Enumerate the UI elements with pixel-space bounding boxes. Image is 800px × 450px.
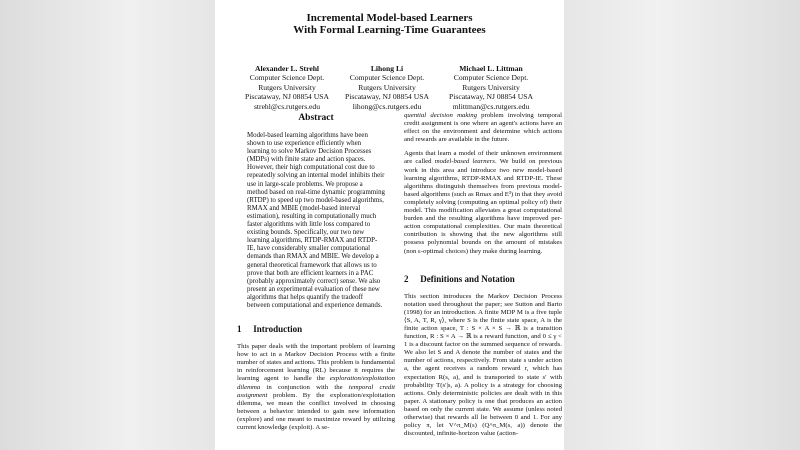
author-address: Piscataway, NJ 08854 USA — [449, 92, 533, 102]
author-dept: Computer Science Dept. — [249, 73, 325, 83]
right-text-2b: . We build on previous work in this area and introduce two new model-based learning algorithms, RTDP-RMAX and RTDP-IE. These algorithms distinguish themselves from previous model-based algorithms (such as Rmax and E³) in that they avoid completely solving (computing an optimal policy of) their model. This modification alleviates a great computational burden and the resulting algorithms have improved per-action computational complexities. Our main theoretical contribution is showing that the new algorithms still possess polynomial bounds on the amount of mistakes (non ε-optimal choices) they make during learning. — [404, 158, 562, 255]
section-number: 1 — [237, 324, 242, 335]
background-left — [0, 0, 215, 450]
section-title: Definitions and Notation — [420, 273, 515, 284]
section-title: Introduction — [253, 324, 303, 335]
definitions-paragraph: This section introduces the Markov Decision Process notation used throughout the paper; see Sutton and Barto (1998) for an introduction. A finite MDP M is a five tuple ⟨S, A, T, R, γ⟩, where S is the finite state space, A is the finite action space, T : S × A × S → ℝ is a transition function, R : S × A → ℝ is a reward function, and 0 ≤ γ < 1 is a discount factor on the summed sequence of rewards. We also let S and A denote the number of states and the number of actions, respectively. From state s under action a, the agent receives a random reward r, which has expectation R(s, a), and is transported to state s′ with probability T(s′|s, a). A policy is a strategy for choosing actions. Only deterministic policies are dealt with in this paper. A stationary policy is one that produces an action based on only the current state. We assume (unless noted otherwise) that rewards all lie between 0 and 1. For any policy π, let V^π_M(s) (Q^π_M(s, a)) denote the discounted, infinite-horizon value (action- — [404, 292, 562, 438]
author-univ: Rutgers University — [462, 82, 520, 92]
intro-text-c: problem. By the exploration/exploitation dilemma, we mean the conflict involved in choosing between a behavior intended to gain new information (explore) and one meant to maximize reward by utilizing current knowledge (exploit). A se- — [237, 391, 395, 431]
author-address: Piscataway, NJ 08854 USA — [245, 92, 329, 102]
author-name: Lihong Li — [370, 64, 404, 73]
author-address: Piscataway, NJ 08854 USA — [345, 92, 429, 102]
intro-emphasis-2: temporal credit assignment — [237, 383, 395, 399]
right-emphasis-2: model-based learners — [434, 158, 495, 166]
intro-text-a: This paper deals with the important problem of learning how to act in a Markov Decision Process with a finite number of states and actions. This problem is fundamental in reinforcement learning (RL) because it requires the learning agent to handle the — [237, 343, 395, 383]
author-email: strehl@cs.rutgers.edu — [253, 101, 321, 111]
author-dept: Computer Science Dept. — [453, 73, 529, 83]
intro-text-b: in conjunction with the — [260, 383, 349, 391]
author-dept: Computer Science Dept. — [349, 73, 425, 83]
right-column — [404, 112, 562, 442]
author-univ: Rutgers University — [258, 82, 316, 92]
author-univ: Rutgers University — [358, 82, 416, 92]
right-paragraph-1 — [404, 112, 562, 144]
right-text-1: problem involving temporal credit assignment is one where an agent's actions have an effect on the environment and determine which actions and rewards are available in the future. — [404, 112, 562, 144]
paper-title-line2: With Formal Learning-Time Guarantees — [293, 24, 486, 36]
author-block — [232, 64, 342, 111]
paper-page — [215, 0, 564, 450]
right-emphasis: quential decision making — [404, 112, 477, 119]
right-text-2a: Agents that learn a model of their unknown environment are called — [404, 150, 562, 166]
author-block — [436, 64, 546, 111]
section-heading — [237, 324, 395, 335]
left-column — [237, 112, 395, 436]
right-paragraph-2 — [404, 150, 562, 255]
author-block — [332, 64, 442, 111]
intro-emphasis-1: exploration/exploitation dilemma — [237, 375, 395, 391]
paper-title-line1: Incremental Model-based Learners — [306, 12, 473, 24]
author-email: lihong@cs.rutgers.edu — [352, 101, 422, 111]
section-heading — [404, 274, 562, 285]
background-right — [564, 0, 800, 450]
abstract-heading: Abstract — [298, 113, 334, 123]
intro-paragraph — [237, 343, 395, 432]
author-name: Michael L. Littman — [459, 64, 523, 73]
section-number: 2 — [404, 273, 409, 284]
author-name: Alexander L. Strehl — [254, 64, 320, 73]
author-email: mlittman@cs.rutgers.edu — [452, 101, 530, 111]
abstract-text: Model-based learning algorithms have been shown to use experience efficiently when learning to solve Markov Decision Processes (MDPs) with finite state and action spaces. However, their high computational cost due to repeatedly solving an internal model inhibits their use in large-scale problems. We propose a method based on real-time dynamic programming (RTDP) to speed up two model-based algorithms, RMAX and MBIE (model-based interval estimation), resulting in computationally much faster algorithms with little loss compared to existing bounds. Specifically, our two new learning algorithms, RTDP-RMAX and RTDP-IE, have considerably smaller computational demands than RMAX and MBIE. We develop a general theoretical framework that allows us to prove that both are efficient learners in a PAC (probably approximately correct) sense. We also present an experimental evaluation of these new algorithms that helps quantify the tradeoff between computational and experience demands. — [247, 132, 385, 309]
